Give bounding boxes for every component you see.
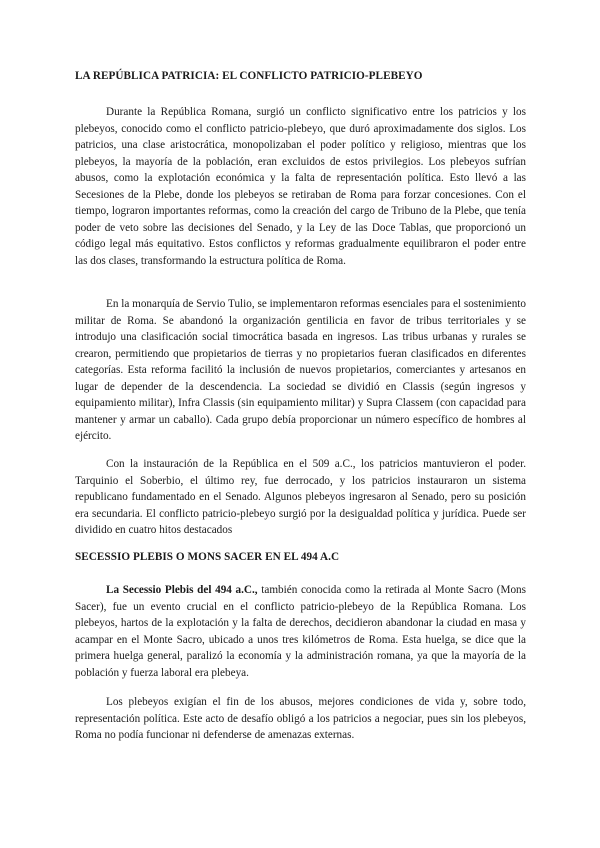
paragraph-conflicto: Durante la República Romana, surgió un conflicto significativo entre los patricios y los plebeyos, conocido como el conflicto patricio-plebeyo, que duró aproximadamente dos siglos. Los patricios, una clase aristocrática, monopolizaban el poder político y religioso, mientras que los plebeyos, la mayoría de la población, eran excluidos de estos privilegios. Los plebeyos sufrían abusos, como la explotación económica y la falta de representación política. Esto llevó a las Secesiones de la Plebe, donde los plebeyos se retiraban de Roma para forzar concesiones. Con el tiempo, lograron importantes reformas, como la creación del cargo de Tribuno de la Plebe, que tenía poder de veto sobre las decisiones del Senado, y la Ley de las Doce Tablas, que proporcionó un código legal más equitativo. Estos conflictos y reformas gradualmente equilibraron el poder entre las dos clases, transformando la estructura política de Roma. [75,106,526,267]
paragraph-instauracion-republica: Con la instauración de la República en el 509 a.C., los patricios mantuvieron el poder. Tarquinio el Soberbio, el último rey, fue derrocado, y los patricios instauraron un sistema republicano fundamentado en el Senado. Algunos plebeyos ingresaron al Senado, pero su posición era secundaria. El conflicto patricio-plebeyo surgió por la desigualdad política y jurídica. Puede ser dividido en cuatro hitos destacados [75,458,526,536]
section-heading-secessio-plebis: SECESSIO PLEBIS O MONS SACER EN EL 494 A.C [75,551,340,563]
paragraph-servio-tulio: En la monarquía de Servio Tulio, se implementaron reformas esenciales para el sostenimiento militar de Roma. Se abandonó la organización gentilicia en favor de tribus territoriales y se introdujo una clasificación social timocrática basada en ingresos. Las tribus urbanas y rurales se crearon, permitiendo que propietarios de tierras y no propietarios fueran clasificados en diferentes categorías. Esta reforma facilitó la inclusión de nuevos propietarios, comerciantes y artesanos en lugar de depender de la descendencia. La sociedad se dividió en Classis (según ingresos y equipamiento militar), Infra Classis (sin equipamiento militar) y Supra Classem (con capacidad para mantener y armar un caballo). Cada grupo debía proporcionar un número específico de hombres al ejército. [75,298,526,442]
paragraph-secessio [75,582,526,681]
paragraph-exigencias: Los plebeyos exigían el fin de los abusos, mejores condiciones de vida y, sobre todo, representación política. Este acto de desafío obligó a los patricios a negociar, pues sin los plebeyos, Roma no podía funcionar ni defenderse de amenazas externas. [75,696,526,741]
paragraph-secessio-body: también conocida como la retirada al Monte Sacro (Mons Sacer), fue un evento crucial en el conflicto patricio-plebeyo de la República Romana. Los plebeyos, hartos de la explotación y la falta de derechos, decidieron abandonar la ciudad en masa y acampar en el Monte Sacro, ubicado a unos tres kilómetros de Roma. Esta huelga, se dice que la primera huelga general, paralizó la economía y la administración romana, ya que la mayoría de la población y fuerza laboral era plebeya. [75,584,526,679]
paragraph-secessio-bold-lead: La Secessio Plebis del 494 a.C., [106,584,258,596]
section-heading-republica-patricia: LA REPÚBLICA PATRICIA: EL CONFLICTO PATRICIO-PLEBEYO [75,70,423,82]
